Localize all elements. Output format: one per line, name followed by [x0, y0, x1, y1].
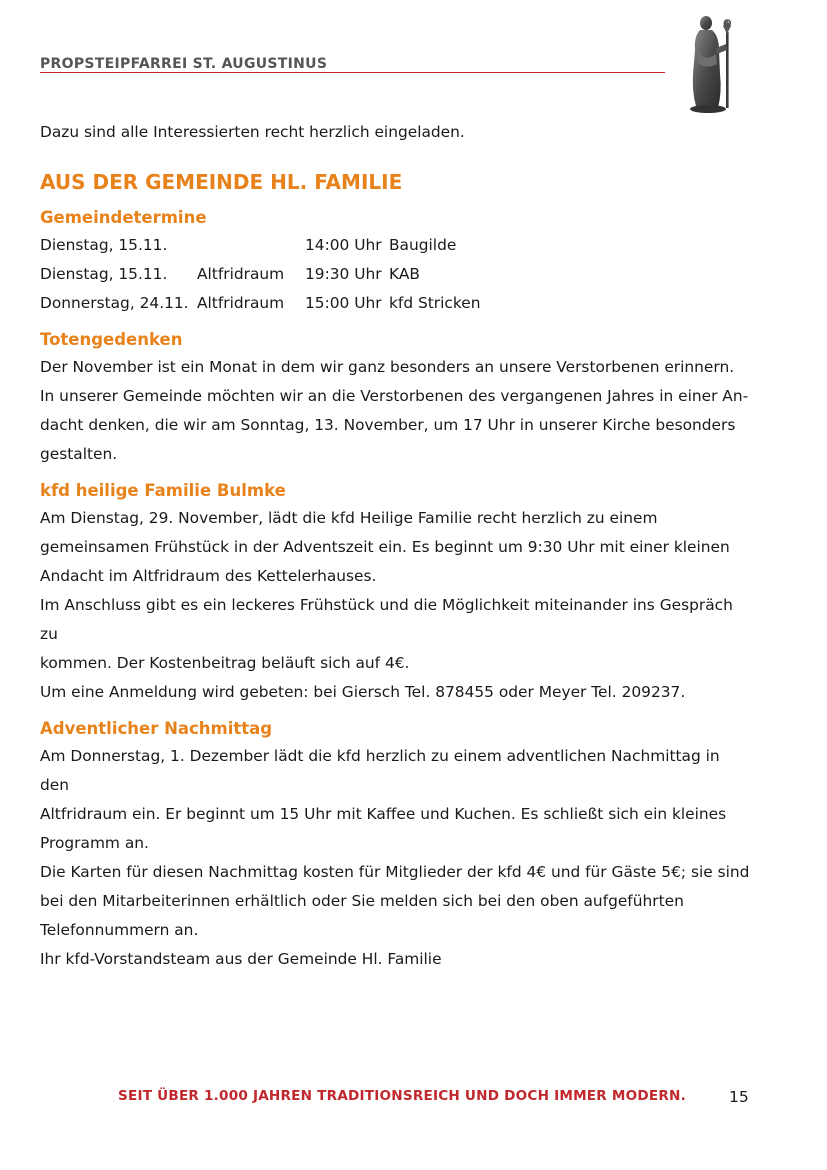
schedule-day: Donnerstag, 24.11.	[40, 294, 189, 312]
kfd-heading: kfd heilige Familie Bulmke	[40, 481, 286, 500]
schedule-day: Dienstag, 15.11.	[40, 236, 168, 254]
advent-heading: Adventlicher Nachmittag	[40, 719, 273, 738]
text-line: Um eine Anmeldung wird gebeten: bei Giersch Tel. 878455 oder Meyer Tel. 209237.	[40, 683, 686, 701]
page-content	[40, 118, 752, 974]
schedule-table	[40, 231, 752, 318]
schedule-row	[40, 260, 752, 289]
text-line: Telefonnummern an.	[40, 921, 199, 939]
text-line: dacht denken, die wir am Sonntag, 13. November, um 17 Uhr in unserer Kirche besonders	[40, 416, 736, 434]
text-line: gemeinsamen Frühstück in der Adventszeit ein. Es beginnt um 9:30 Uhr mit einer kleinen	[40, 538, 730, 556]
schedule-time: 14:00 Uhr	[305, 236, 382, 254]
schedule-row	[40, 289, 752, 318]
schedule-event: Baugilde	[389, 236, 457, 254]
text-line: kommen. Der Kostenbeitrag beläuft sich auf 4€.	[40, 654, 410, 672]
schedule-day: Dienstag, 15.11.	[40, 265, 168, 283]
text-line: Programm an.	[40, 834, 149, 852]
text-line: Der November ist ein Monat in dem wir ganz besonders an unsere Verstorbenen erinnern.	[40, 358, 735, 376]
saint-statue-icon	[686, 14, 742, 114]
text-line: Am Donnerstag, 1. Dezember lädt die kfd herzlich zu einem adventlichen Nachmittag in den	[40, 747, 720, 794]
schedule-row	[40, 231, 752, 260]
text-line: Andacht im Altfridraum des Kettelerhauses.	[40, 567, 377, 585]
schedule-place: Altfridraum	[197, 294, 285, 312]
text-line: Im Anschluss gibt es ein leckeres Frühstück und die Möglichkeit miteinander ins Gespräch zu	[40, 596, 733, 643]
schedule-time: 19:30 Uhr	[305, 265, 382, 283]
section-title: AUS DER GEMEINDE HL. FAMILIE	[40, 170, 403, 194]
header-title: PROPSTEIPFARREI ST. AUGUSTINUS	[40, 56, 328, 72]
schedule-event: KAB	[389, 265, 420, 283]
text-line: Altfridraum ein. Er beginnt um 15 Uhr mit Kaffee und Kuchen. Es schließt sich ein kleines	[40, 805, 727, 823]
text-line: gestalten.	[40, 445, 118, 463]
text-line: In unserer Gemeinde möchten wir an die Verstorbenen des vergangenen Jahres in einer An-	[40, 387, 749, 405]
schedule-place: Altfridraum	[197, 265, 285, 283]
text-line: bei den Mitarbeiterinnen erhältlich oder Sie melden sich bei den oben aufgeführten	[40, 892, 684, 910]
gemeindetermine-heading: Gemeindetermine	[40, 208, 207, 227]
header-rule	[40, 72, 665, 73]
text-line: Am Dienstag, 29. November, lädt die kfd Heilige Familie recht herzlich zu einem	[40, 509, 658, 527]
intro-text: Dazu sind alle Interessierten recht herzlich eingeladen.	[40, 123, 465, 141]
page-number: 15	[729, 1088, 749, 1106]
text-line: Die Karten für diesen Nachmittag kosten für Mitglieder der kfd 4€ und für Gäste 5€; sie sind	[40, 863, 750, 881]
totengedenken-heading: Totengedenken	[40, 330, 183, 349]
text-line: Ihr kfd-Vorstandsteam aus der Gemeinde Hl. Familie	[40, 950, 442, 968]
schedule-event: kfd Stricken	[389, 294, 481, 312]
footer-slogan: SEIT ÜBER 1.000 JAHREN TRADITIONSREICH UND DOCH IMMER MODERN.	[118, 1088, 686, 1104]
schedule-place	[197, 231, 305, 260]
schedule-time: 15:00 Uhr	[305, 294, 382, 312]
